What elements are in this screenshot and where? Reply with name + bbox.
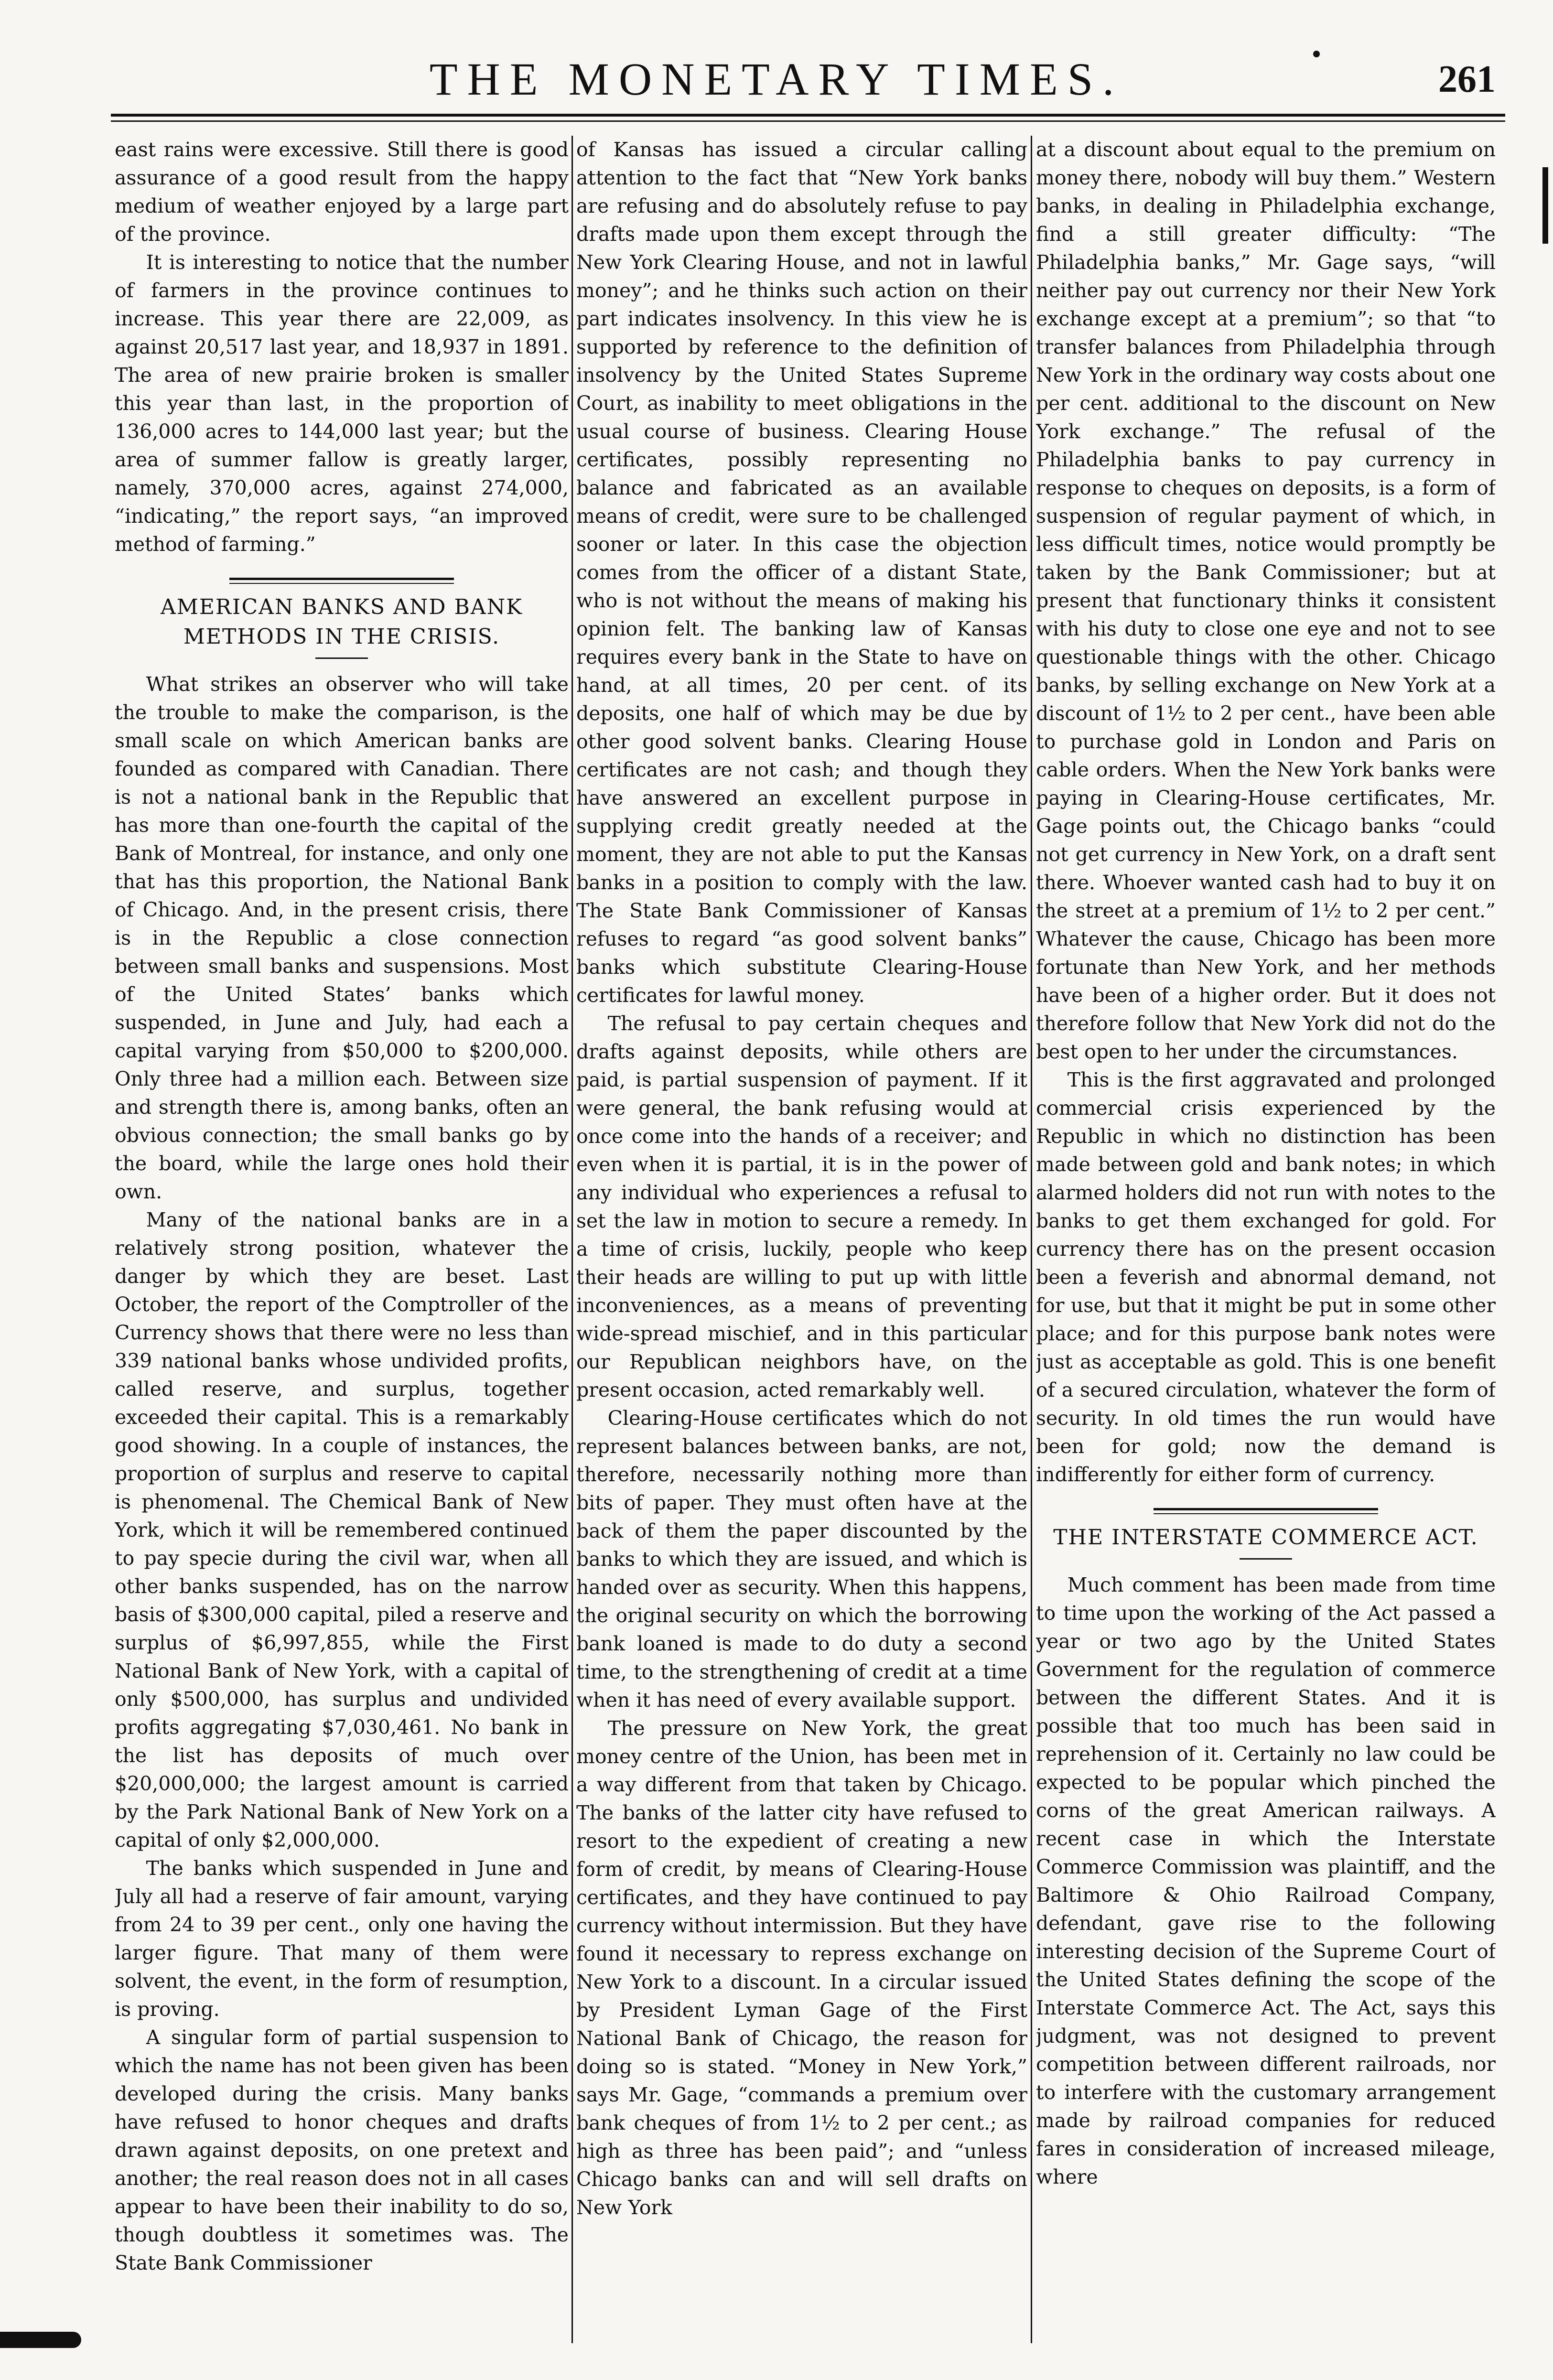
paragraph: What strikes an observer who will take the trouble to make the comparison, is the small scale on which American banks are founded as compared with Canadian. There is not a national bank in the Republic that has more than one-fourth the capital of the Bank of Montreal, for instance, and only one that has this proportion, the National Bank of Chicago. And, in the present crisis, there is in the Republic a close connection between small banks and suspensions. Most of the United States’ banks which suspended, in June and July, had each a capital varying from $50,000 to $200,000. Only three had a million each. Between size and strength there is, among banks, often an obvious connection; the small banks go by the board, while the large ones hold their own. (115, 673, 569, 1203)
paragraph: The pressure on New York, the great money centre of the Union, has been met in a way different from that taken by Chicago. The banks of the latter city have refused to resort to the expedient of creating a new form of credit, by means of Clearing-House certificates, and they have continued to pay currency without intermission. But they have found it necessary to repress exchange on New York to a discount. In a circular issued by President Lyman Gage of the First National Bank of Chicago, the reason for doing so is stated. “Money in New York,” says Mr. Gage, “commands a premium over bank cheques of from 1½ to 2 per cent.; as high as three has been paid”; and “unless Chicago banks can and will sell drafts on New York (576, 1717, 1027, 2219)
paragraph: Much comment has been made from time to time upon the working of the Act passed a year or two ago by the United States Government for the regulation of commerce between the different States. And it is possible that too much has been said in reprehension of it. Certainly no law could be expected to be popular which pinched the corns of the great American railways. A recent case in which the Interstate Commerce Commission was plaintiff, and the Baltimore & Ohio Railroad Company, defendant, gave rise to the following interesting decision of the Supreme Court of the United States defining the scope of the Interstate Commerce Act. The Act, says this judgment, was not designed to prevent competition between different railroads, nor to interfere with the customary arrangement made by railroad companies for reduced fares in consideration of increased mileage, where (1036, 1573, 1496, 2188)
paragraph: of Kansas has issued a circular calling attention to the fact that “New York banks are refusing and do absolutely refuse to pay drafts made upon them except through the New York Clearing House, and not in lawful money”; and he thinks such action on their part indicates insolvency. In this view he is supported by reference to the definition of insolvency by the United States Supreme Court, as inability to meet obligations in the usual course of business. Clearing House certificates, possibly representing no balance and fabricated as an available means of credit, were sure to be challenged sooner or later. In this case the objection comes from the officer of a distant State, who is not without the means of making his opinion felt. The banking law of Kansas requires every bank in the State to have on hand, at all times, 20 per cent. of its deposits, one half of which may be due by other good solvent banks. Clearing House certificates are not cash; and though they have answered an excellent purpose in supplying credit greatly needed at the moment, they are not able to put the Kansas banks in a position to comply with the law. The State Bank Commissioner of Kansas refuses to regard “as good solvent banks” banks which substitute Clearing-House certificates for lawful money. (576, 138, 1027, 1007)
paragraph: The banks which suspended in June and July all had a reserve of fair amount, varying from 24 to 39 per cent., only one having the larger figure. That many of them were solvent, the event, in the form of resumption, is proving. (115, 1857, 569, 2021)
paragraph: It is interesting to notice that the number of farmers in the province continues to increase. This year there are 22,009, as against 20,517 last year, and 18,937 in 1891. The area of new prairie broken is smaller this year than last, in the proportion of 136,000 acres to 144,000 last year; but the area of summer fallow is greatly larger, namely, 370,000 acres, against 274,000, “indicating,” the report says, “an improved method of farming.” (115, 251, 569, 556)
paragraph: Many of the national banks are in a relatively strong position, whatever the danger by which they are beset. Last October, the report of the Comptroller of the Currency shows that there were no less than 339 national banks whose undivided profits, called reserve, and surplus, together exceeded their capital. This is a remarkably good showing. In a couple of instances, the proportion of surplus and reserve to capital is phenomenal. The Chemical Bank of New York, which it will be remembered continued to pay specie during the civil war, when all other banks suspended, has on the narrow basis of $300,000 capital, piled a reserve and surplus of $6,997,855, while the First National Bank of New York, with a capital of only $500,000, has surplus and undivided profits aggregating $7,030,461. No bank in the list has deposits of much over $20,000,000; the largest amount is carried by the Park National Bank of New York on a capital of only $2,000,000. (115, 1208, 569, 1852)
paragraph: Clearing-House certificates which do not represent balances between banks, are not, therefore, necessarily nothing more than bits of paper. They must often have at the back of them the paper discounted by the banks to which they are issued, and which is handed over as security. When this happens, the original security on which the borrowing bank loaned is made to do duty a second time, to the strengthening of credit at a time when it has need of every available support. (576, 1407, 1027, 1712)
section-separator (1154, 1508, 1378, 1514)
header-rule-thin (111, 120, 1505, 122)
column-2 (576, 136, 1027, 2353)
article-heading: AMERICAN BANKS AND BANK METHODS IN THE CRISIS. (160, 595, 523, 649)
article-heading: THE INTERSTATE COMMERCE ACT. (1053, 1525, 1478, 1550)
heading-dash (1240, 1558, 1292, 1560)
column-divider-2 (1031, 136, 1032, 2343)
masthead (0, 0, 1553, 129)
header-rule-thick (111, 114, 1505, 117)
paragraph: This is the first aggravated and prolonged commercial crisis experienced by the Republic in which no distinction has been made between gold and bank notes; in which alarmed holders did not run with notes to the banks to get them exchanged for gold. For currency there has on the present occasion been a feverish and abnormal demand, not for use, but that it might be put in some other place; and for this purpose bank notes were just as acceptable as gold. This is one benefit of a secured circulation, whatever the form of security. In old times the run would have been for gold; now the demand is indifferently for either form of currency. (1036, 1068, 1496, 1486)
section-separator (229, 578, 454, 584)
paragraph: at a discount about equal to the premium on money there, nobody will buy them.” Western banks, in dealing in Philadelphia exchange, find a still greater difficulty: “The Philadelphia banks,” Mr. Gage says, “will neither pay out currency nor their New York exchange except at a premium”; so that “to transfer balances from Philadelphia through New York in the ordinary way costs about one per cent. additional to the discount on New York exchange.” The refusal of the Philadelphia banks to pay currency in response to cheques on deposits, is a form of suspension of regular payment of which, in less difficult times, notice would promptly be taken by the Bank Commissioner; but at present that functionary thinks it consistent with his duty to close one eye and not to see questionable things with the other. Chicago banks, by selling exchange on New York at a discount of 1½ to 2 per cent., have been able to purchase gold in London and Paris on cable orders. When the New York banks were paying in Clearing-House certificates, Mr. Gage points out, the Chicago banks “could not get currency in New York, on a draft sent there. Whoever wanted cash had to buy it on the street at a premium of 1½ to 2 per cent.” Whatever the cause, Chicago has been more fortunate than New York, and her methods have been of a higher order. But it does not therefore follow that New York did not do the best open to her under the circumstances. (1036, 138, 1496, 1063)
column-3 (1036, 136, 1496, 2353)
scan-edge-mark (0, 2332, 81, 2348)
column-divider-1 (572, 136, 573, 2343)
column-1 (115, 136, 569, 2353)
paragraph: east rains were excessive. Still there is good assurance of a good result from the happy medium of weather enjoyed by a large part of the province. (115, 138, 569, 246)
page-number: 261 (1438, 58, 1496, 100)
paragraph: The refusal to pay certain cheques and drafts against deposits, while others are paid, is partial suspension of payment. If it were general, the bank refusing would at once come into the hands of a receiver; and even when it is partial, it is in the power of any individual who experiences a refusal to set the law in motion to secure a remedy. In a time of crisis, luckily, people who keep their heads are willing to put up with little inconveniences, as a means of preventing wide-spread mischief, and in this particular our Republican neighbors have, on the present occasion, acted remarkably well. (576, 1012, 1027, 1401)
paragraph: A singular form of partial suspension to which the name has not been given has been developed during the crisis. Many banks have refused to honor cheques and drafts drawn against deposits, on one pretext and another; the real reason does not in all cases appear to have been their inability to do so, though doubtless it sometimes was. The State Bank Commissioner (115, 2026, 569, 2274)
heading-dash (315, 657, 368, 659)
publication-title: THE MONETARY TIMES. (429, 54, 1124, 105)
edge-mark (1542, 167, 1548, 244)
